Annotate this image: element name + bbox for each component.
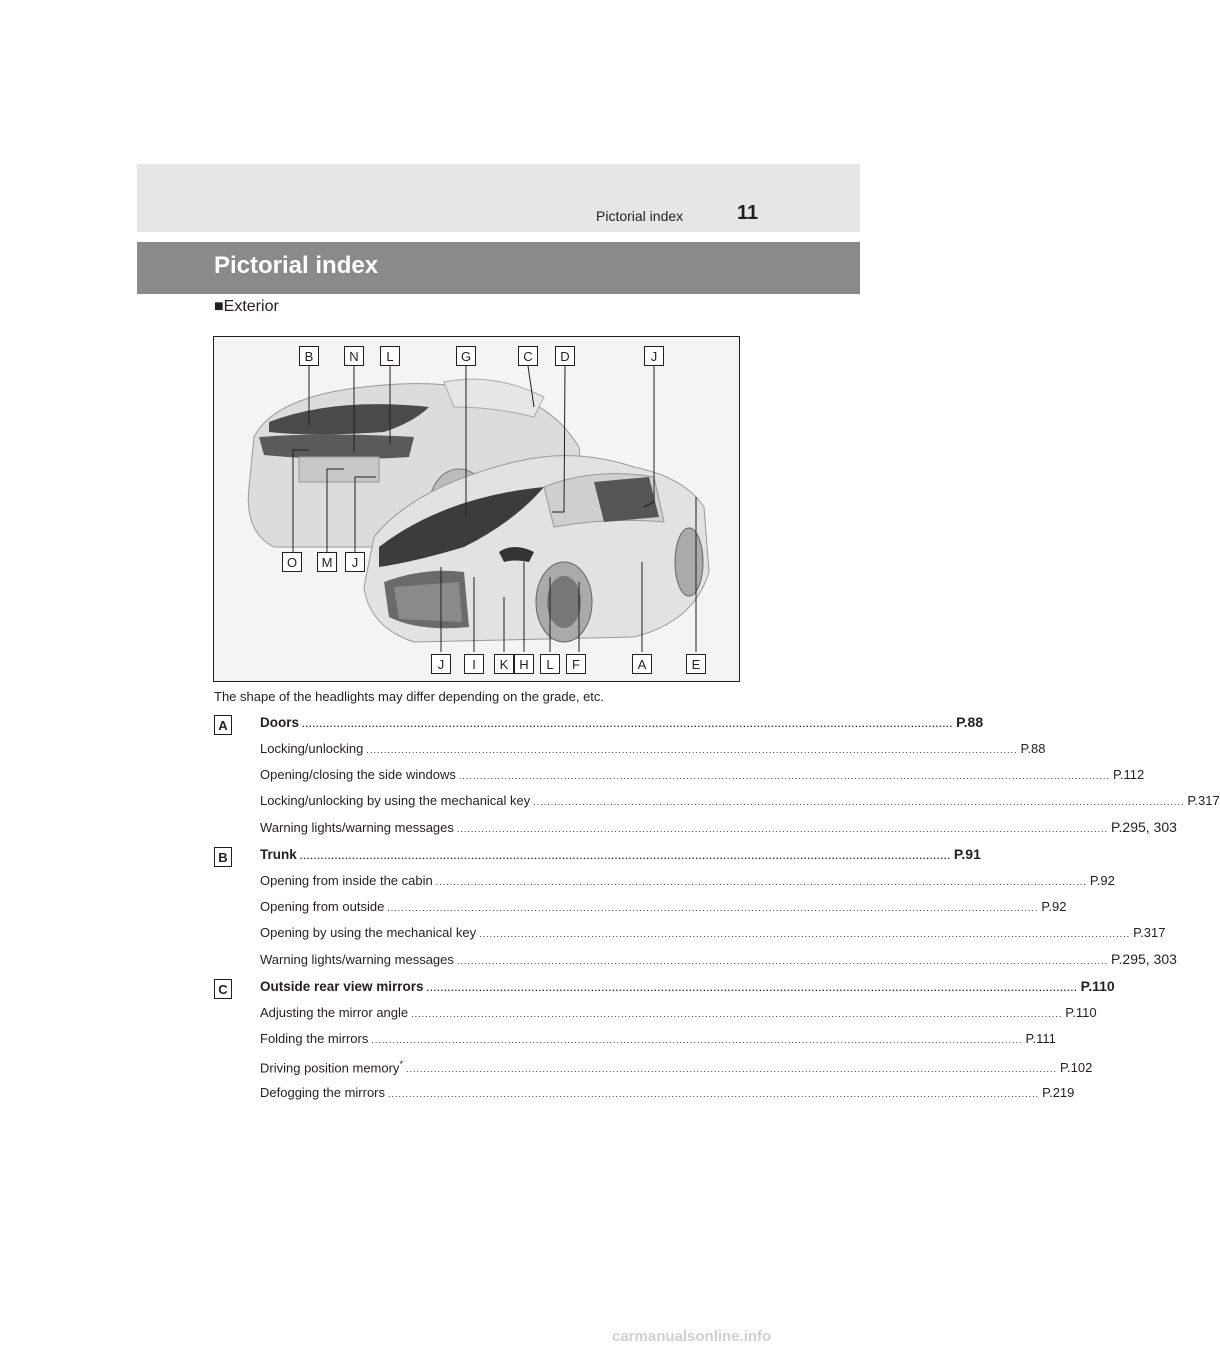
callout-j-bottom: J	[431, 654, 451, 674]
entry-driving-position-memory[interactable]: Driving position memory* .......................................................................................................................................................................................... P.102	[260, 1059, 1093, 1076]
entry-trunk-outside[interactable]: Opening from outside .......................................................................................................................................................................................... P.92	[260, 899, 1067, 914]
page-title: Pictorial index	[214, 252, 379, 279]
entry-doors[interactable]: Doors .......................................................................................................................................................................................... P.88	[260, 714, 984, 730]
figure-caption: The shape of the headlights may differ depending on the grade, etc.	[214, 689, 605, 704]
callout-g: G	[456, 346, 476, 366]
callout-k: K	[494, 654, 514, 674]
entry-trunk-mechanical-key[interactable]: Opening by using the mechanical key .......................................................................................................................................................................................... P.317	[260, 925, 1166, 940]
callout-l-bottom: L	[540, 654, 560, 674]
car-drawing	[214, 337, 739, 681]
entry-warning-lights-trunk[interactable]: Warning lights/warning messages .......................................................................................................................................................................................... P.295, 303	[260, 951, 1177, 967]
entry-trunk[interactable]: Trunk .......................................................................................................................................................................................... P.91	[260, 846, 981, 862]
entry-mirror-angle[interactable]: Adjusting the mirror angle .......................................................................................................................................................................................... P.110	[260, 1005, 1097, 1020]
exterior-illustration	[213, 336, 740, 682]
page-number: 11	[737, 202, 759, 224]
entry-folding-mirrors[interactable]: Folding the mirrors .......................................................................................................................................................................................... P.111	[260, 1031, 1056, 1046]
entry-locking-unlocking[interactable]: Locking/unlocking .......................................................................................................................................................................................... P.88	[260, 741, 1046, 756]
callout-b: B	[299, 346, 319, 366]
callout-e: E	[686, 654, 706, 674]
callout-i: I	[464, 654, 484, 674]
entry-mechanical-key-doors[interactable]: Locking/unlocking by using the mechanical key .......................................................................................................................................................................................... P.317	[260, 793, 1220, 808]
callout-n: N	[344, 346, 364, 366]
callout-j-top: J	[644, 346, 664, 366]
callout-h: H	[514, 654, 534, 674]
header-section-title: Pictorial index	[596, 208, 684, 224]
section-letter-c: C	[214, 979, 232, 999]
callout-j-mid: J	[345, 552, 365, 572]
entry-trunk-inside[interactable]: Opening from inside the cabin .......................................................................................................................................................................................... P.92	[260, 873, 1115, 888]
entry-outside-mirrors[interactable]: Outside rear view mirrors .......................................................................................................................................................................................... P.110	[260, 978, 1115, 994]
callout-d: D	[555, 346, 575, 366]
section-letter-b: B	[214, 847, 232, 867]
entry-warning-lights-doors[interactable]: Warning lights/warning messages .......................................................................................................................................................................................... P.295, 303	[260, 819, 1177, 835]
callout-m: M	[317, 552, 337, 572]
footnote-asterisk: *	[399, 1059, 403, 1069]
callout-f: F	[566, 654, 586, 674]
watermark: carmanualsonline.info	[612, 1328, 772, 1345]
callout-o: O	[282, 552, 302, 572]
section-letter-a: A	[214, 715, 232, 735]
entry-defogging-mirrors[interactable]: Defogging the mirrors .......................................................................................................................................................................................... P.219	[260, 1085, 1075, 1100]
callout-l-top: L	[380, 346, 400, 366]
subheading-exterior: ■Exterior	[214, 298, 279, 315]
callout-a: A	[632, 654, 652, 674]
callout-c: C	[518, 346, 538, 366]
entry-side-windows[interactable]: Opening/closing the side windows .......................................................................................................................................................................................... P.112	[260, 767, 1145, 782]
